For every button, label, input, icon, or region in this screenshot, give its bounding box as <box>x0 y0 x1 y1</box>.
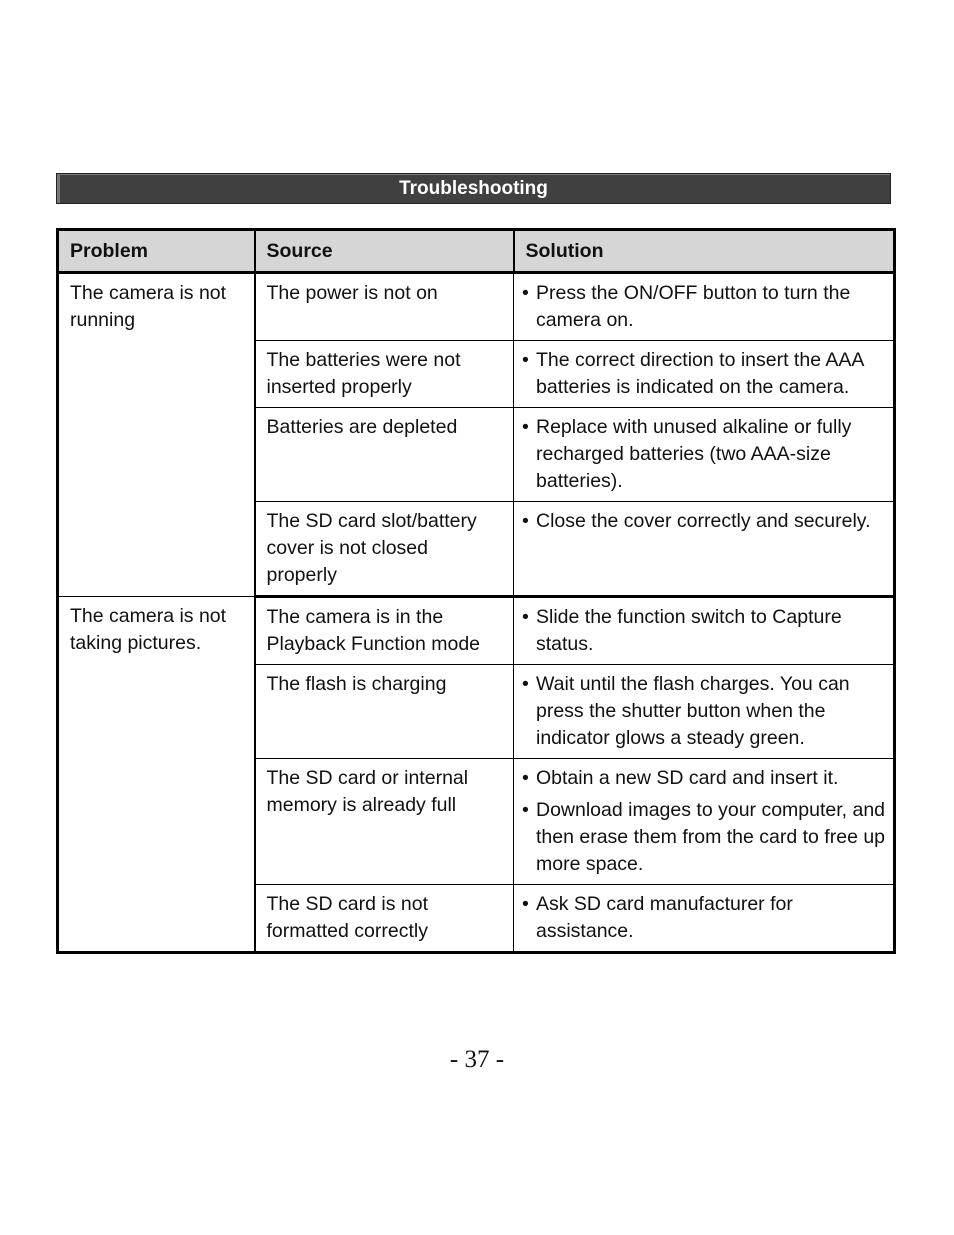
solution-cell <box>514 273 895 341</box>
table-header-row <box>58 230 895 273</box>
table-row <box>58 597 895 665</box>
bullet-icon: • <box>522 606 529 628</box>
bullet-icon: • <box>522 349 529 371</box>
solution-item: • The correct direction to insert the AAA batteries is indicated on the camera. <box>522 347 887 401</box>
table-row <box>58 273 895 341</box>
header-source: Source <box>255 230 514 273</box>
solution-item: • Ask SD card manufacturer for assistance. <box>522 891 887 945</box>
header-problem: Problem <box>58 230 255 273</box>
source-cell: The camera is in the Playback Function mode <box>255 597 514 665</box>
solution-cell <box>514 502 895 597</box>
solution-item: • Close the cover correctly and securely. <box>522 508 887 535</box>
solution-cell <box>514 885 895 953</box>
source-cell: The SD card slot/battery cover is not closed properly <box>255 502 514 597</box>
solution-item: • Press the ON/OFF button to turn the camera on. <box>522 280 887 334</box>
solution-item: • Wait until the flash charges. You can press the shutter button when the indicator glows a steady green. <box>522 671 887 752</box>
bullet-icon: • <box>522 767 529 789</box>
source-cell: Batteries are depleted <box>255 408 514 502</box>
section-title-bar <box>56 173 891 204</box>
solution-item: • Download images to your computer, and then erase them from the card to free up more space. <box>522 797 887 878</box>
solution-item: • Replace with unused alkaline or fully recharged batteries (two AAA-size batteries). <box>522 414 887 495</box>
bullet-icon: • <box>522 893 529 915</box>
source-cell: The batteries were not inserted properly <box>255 341 514 408</box>
bullet-icon: • <box>522 416 529 438</box>
solution-item: • Obtain a new SD card and insert it. <box>522 765 887 792</box>
source-cell: The SD card is not formatted correctly <box>255 885 514 953</box>
bullet-icon: • <box>522 673 529 695</box>
solution-cell <box>514 408 895 502</box>
header-solution: Solution <box>514 230 895 273</box>
source-cell: The flash is charging <box>255 665 514 759</box>
solution-item: • Slide the function switch to Capture status. <box>522 604 887 658</box>
solution-cell <box>514 341 895 408</box>
solution-cell <box>514 665 895 759</box>
solution-cell <box>514 597 895 665</box>
page-number: - 37 - <box>449 1046 505 1073</box>
bullet-icon: • <box>522 510 529 532</box>
bullet-icon: • <box>522 282 529 304</box>
source-cell: The power is not on <box>255 273 514 341</box>
source-cell: The SD card or internal memory is already full <box>255 759 514 885</box>
problem-cell: The camera is not taking pictures. <box>58 597 255 953</box>
section-title: Troubleshooting <box>399 177 548 199</box>
solution-cell <box>514 759 895 885</box>
troubleshooting-table <box>56 228 896 954</box>
bullet-icon: • <box>522 799 529 821</box>
problem-cell: The camera is not running <box>58 273 255 597</box>
